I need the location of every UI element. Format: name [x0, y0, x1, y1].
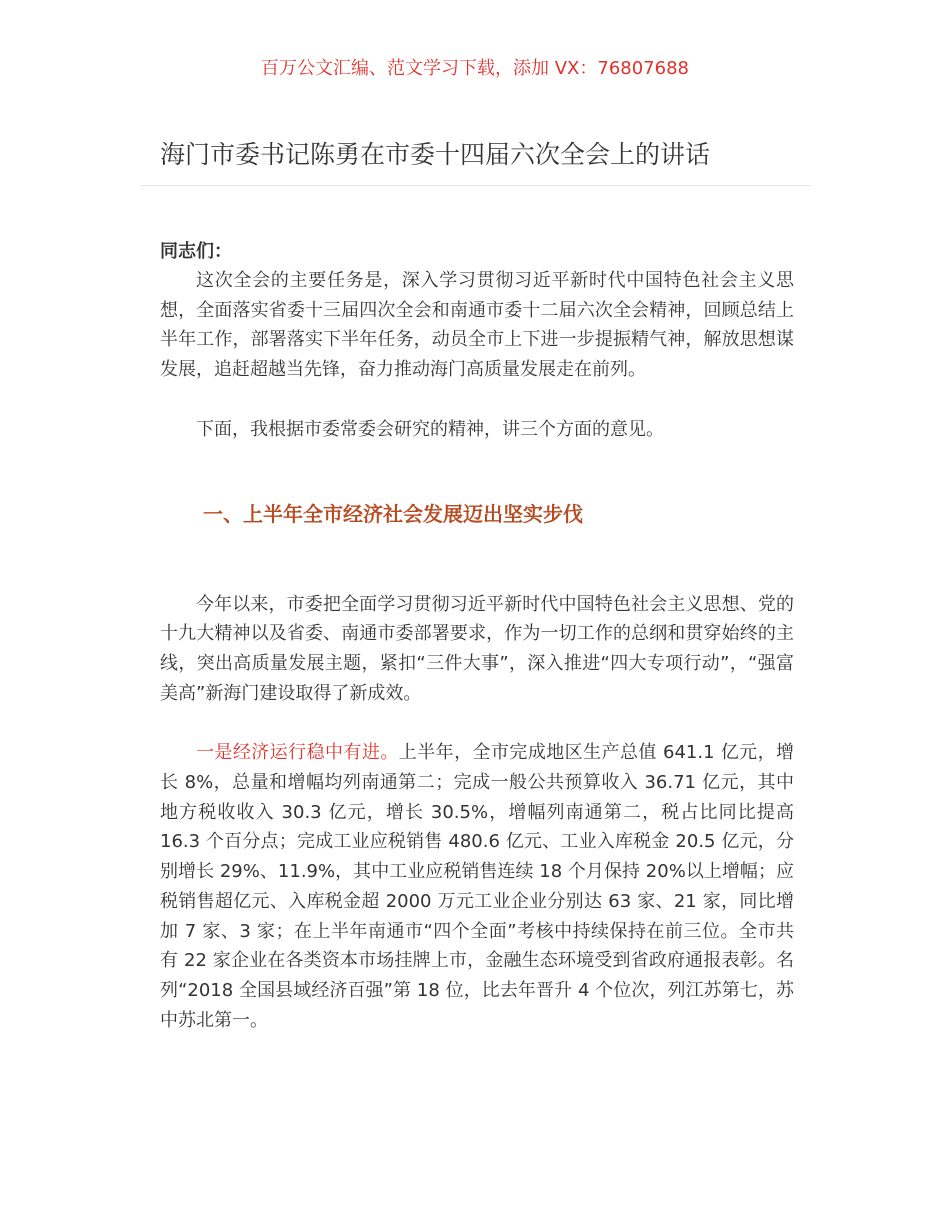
page-title: 海门市委书记陈勇在市委十四届六次全会上的讲话	[160, 140, 711, 169]
point-one-lead: 一是经济运行稳中有进。	[196, 742, 399, 764]
promo-banner: 百万公文汇编、范文学习下载，添加 VX：76807688	[261, 58, 689, 79]
salutation: 同志们：	[160, 241, 232, 262]
document-body	[160, 237, 794, 1035]
title-divider	[140, 185, 811, 186]
section-overview-paragraph: 今年以来，市委把全面学习贯彻习近平新时代中国特色社会主义思想、党的十九大精神以及省委、南通市委部署要求，作为一切工作的总纲和贯穿始终的主线，突出高质量发展主题，紧扣“三件大事”，深入推进“四大专项行动”，“强富美高”新海门建设取得了新成效。	[160, 593, 794, 704]
section-heading-one: 一、上半年全市经济社会发展迈出坚实步伐	[203, 501, 583, 526]
intro-paragraph: 这次全会的主要任务是，深入学习贯彻习近平新时代中国特色社会主义思想，全面落实省委十三届四次全会和南通市委十二届六次全会精神，回顾总结上半年工作，部署落实下半年任务，动员全市上下进一步提振精气神，解放思想谋发展，追赶超越当先锋，奋力推动海门高质量发展走在前列。	[160, 270, 794, 381]
point-one-paragraph	[160, 738, 794, 1035]
outline-paragraph: 下面，我根据市委常委会研究的精神，讲三个方面的意见。	[196, 418, 664, 440]
point-one-body: 上半年，全市完成地区生产总值 641.1 亿元，增长 8%，总量和增幅均列南通第二；完成一般公共预算收入 36.71 亿元，其中地方税收收入 30.3 亿元，增长 30.5%，增幅列南通第二，税占比同比提高 16.3 个百分点；完成工业应税销售 480.6 亿元、工业入库税金 20.5 亿元，分别增长 29%、11.9%，其中工业应税销售连续 18 个月保持 20%以上增幅；应税销售超亿元、入库税金超 2000 万元工业企业分别达 63 家、21 家，同比增加 7 家、3 家；在上半年南通市“四个全面”考核中持续保持在前三位。全市共有 22 家企业在各类资本市场挂牌上市，金融生态环境受到省政府通报表彰。名列“2018 全国县域经济百强”第 18 位，比去年晋升 4 个位次，列江苏第七，苏中苏北第一。	[160, 742, 794, 1031]
